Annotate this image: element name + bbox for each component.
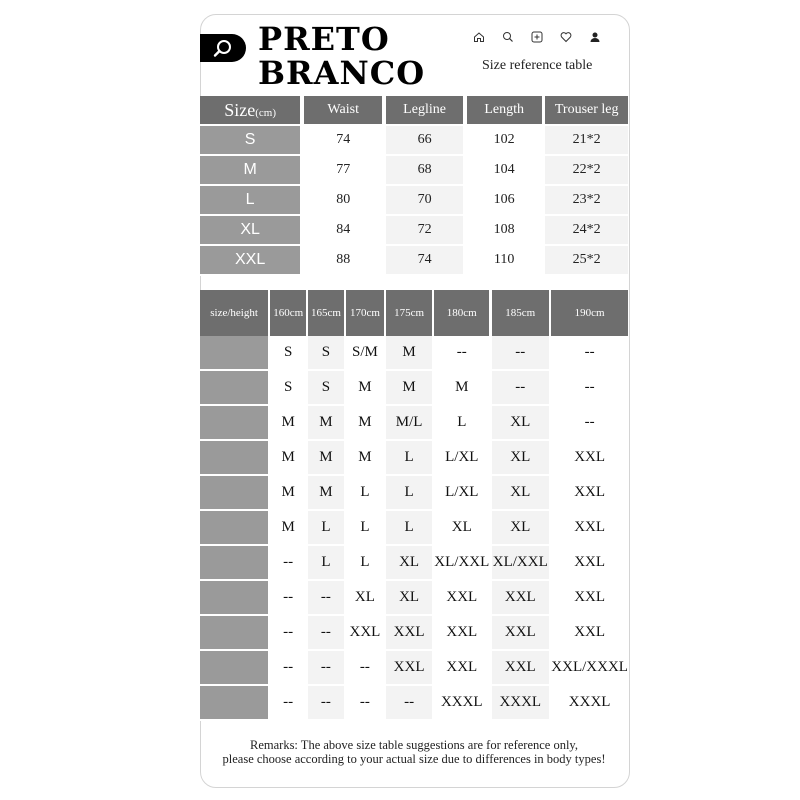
col-size-height-header: size/height — [200, 290, 268, 336]
size-cell: M — [270, 441, 305, 476]
size-cell: XXL — [551, 546, 628, 581]
size-cell: -- — [308, 686, 343, 721]
size-cell: XXL — [434, 651, 489, 686]
size-cell: M — [270, 511, 305, 546]
size-cell: XXL — [551, 476, 628, 511]
brand-line2: BRANCO — [258, 54, 426, 92]
row-label-cell — [200, 511, 268, 546]
size-cell: M — [308, 476, 343, 511]
size-cell: XXL — [346, 616, 384, 651]
col-legline-header: Legline — [386, 96, 463, 126]
size-cell: L — [200, 186, 300, 216]
size-header-label: Size — [224, 99, 256, 120]
table-row — [200, 441, 628, 476]
size-cell: -- — [434, 336, 489, 371]
size-cell: M — [308, 406, 343, 441]
size-cell: L — [308, 546, 343, 581]
size-cell: L — [386, 511, 432, 546]
size-cell: -- — [492, 336, 549, 371]
size-cell: -- — [551, 336, 628, 371]
size-cell: S — [200, 126, 300, 156]
size-cell: XL/XXL — [492, 546, 549, 581]
size-cell: XL/XXL — [434, 546, 489, 581]
search-button[interactable] — [200, 34, 246, 62]
row-label-cell — [200, 406, 268, 441]
size-cell: -- — [386, 686, 432, 721]
table-row — [200, 216, 628, 246]
size-cell: XL — [434, 511, 489, 546]
size-cell: -- — [270, 651, 305, 686]
add-icon[interactable] — [528, 28, 545, 45]
size-cell: L — [386, 441, 432, 476]
length-cell: 102 — [467, 126, 542, 156]
search-icon[interactable] — [499, 28, 516, 45]
col-length-header: Length — [467, 96, 542, 126]
trouser-leg-cell: 25*2 — [545, 246, 628, 276]
trouser-leg-cell: 21*2 — [545, 126, 628, 156]
size-cell: XL — [200, 216, 300, 246]
size-cell: -- — [270, 616, 305, 651]
size-cell: -- — [551, 406, 628, 441]
size-cell: XL — [386, 581, 432, 616]
size-cell: XXL/XXXL — [551, 651, 628, 686]
table-row — [200, 581, 628, 616]
size-cell: M — [270, 406, 305, 441]
col-height-header: 190cm — [551, 290, 628, 336]
size-cell: -- — [308, 651, 343, 686]
table-header-row — [200, 96, 628, 126]
user-icon[interactable] — [586, 28, 603, 45]
size-cell: M — [386, 336, 432, 371]
table-header-row — [200, 290, 628, 336]
remarks-line2: please choose according to your actual size due to differences in body types! — [222, 752, 606, 766]
table-row — [200, 476, 628, 511]
table-row — [200, 156, 628, 186]
size-cell: XXXL — [434, 686, 489, 721]
size-cell: XXXL — [492, 686, 549, 721]
table-row — [200, 246, 628, 276]
size-cell: L — [434, 406, 489, 441]
waist-cell: 80 — [304, 186, 382, 216]
home-icon[interactable] — [470, 28, 487, 45]
search-icon — [212, 38, 234, 58]
size-cell: XL — [346, 581, 384, 616]
brand-logo — [258, 22, 425, 90]
row-label-cell — [200, 441, 268, 476]
heart-icon[interactable] — [557, 28, 574, 45]
waist-cell: 88 — [304, 246, 382, 276]
col-size-header — [200, 96, 300, 126]
col-height-header: 175cm — [386, 290, 432, 336]
legline-cell: 68 — [386, 156, 463, 186]
size-cell: XXL — [551, 441, 628, 476]
size-cell: -- — [551, 371, 628, 406]
size-cell: XXL — [551, 616, 628, 651]
size-cell: XL — [492, 476, 549, 511]
remarks-line1: Remarks: The above size table suggestions are for reference only, — [250, 738, 578, 752]
size-cell: XXXL — [551, 686, 628, 721]
row-label-cell — [200, 686, 268, 721]
row-label-cell — [200, 581, 268, 616]
row-label-cell — [200, 651, 268, 686]
waist-cell: 74 — [304, 126, 382, 156]
size-cell: S/M — [346, 336, 384, 371]
waist-cell: 84 — [304, 216, 382, 246]
header — [200, 14, 628, 94]
col-height-header: 185cm — [492, 290, 549, 336]
table-row — [200, 371, 628, 406]
size-cell: L/XL — [434, 476, 489, 511]
size-cell: M — [346, 406, 384, 441]
trouser-leg-cell: 22*2 — [545, 156, 628, 186]
col-waist-header: Waist — [304, 96, 382, 126]
size-cell: XXL — [492, 651, 549, 686]
size-cell: M — [270, 476, 305, 511]
col-height-header: 160cm — [270, 290, 305, 336]
size-cell: XL — [492, 511, 549, 546]
size-cell: XXL — [200, 246, 300, 276]
size-cell: L — [346, 511, 384, 546]
table-row — [200, 616, 628, 651]
legline-cell: 70 — [386, 186, 463, 216]
size-cell: XL — [386, 546, 432, 581]
size-cell: M — [346, 441, 384, 476]
size-cell: L — [346, 476, 384, 511]
size-cell: XXL — [434, 581, 489, 616]
size-cell: L — [346, 546, 384, 581]
table-row — [200, 651, 628, 686]
size-cell: M — [386, 371, 432, 406]
size-cell: -- — [346, 686, 384, 721]
table-row — [200, 511, 628, 546]
size-cell: XL — [492, 441, 549, 476]
size-cell: -- — [346, 651, 384, 686]
size-unit-label: (cm) — [255, 106, 276, 119]
table-row — [200, 406, 628, 441]
length-cell: 106 — [467, 186, 542, 216]
size-cell: -- — [492, 371, 549, 406]
size-cell: XXL — [386, 616, 432, 651]
waist-cell: 77 — [304, 156, 382, 186]
size-cell: M — [308, 441, 343, 476]
size-cell: S — [270, 371, 305, 406]
length-cell: 110 — [467, 246, 542, 276]
row-label-cell — [200, 546, 268, 581]
col-height-header: 170cm — [346, 290, 384, 336]
size-cell: M — [434, 371, 489, 406]
col-height-header: 180cm — [434, 290, 489, 336]
length-cell: 108 — [467, 216, 542, 246]
size-cell: S — [308, 371, 343, 406]
table-row — [200, 336, 628, 371]
size-cell: -- — [308, 616, 343, 651]
row-label-cell — [200, 336, 268, 371]
trouser-leg-cell: 23*2 — [545, 186, 628, 216]
table-row — [200, 686, 628, 721]
legline-cell: 72 — [386, 216, 463, 246]
size-cell: S — [270, 336, 305, 371]
table-row — [200, 126, 628, 156]
size-cell: XXL — [386, 651, 432, 686]
size-cell: -- — [270, 581, 305, 616]
row-label-cell — [200, 476, 268, 511]
brand-line1: PRETO — [258, 20, 390, 58]
remarks — [200, 738, 628, 766]
legline-cell: 74 — [386, 246, 463, 276]
size-cell: L — [308, 511, 343, 546]
size-cell: L — [386, 476, 432, 511]
measurement-table — [200, 96, 628, 276]
table-row — [200, 546, 628, 581]
col-height-header: 165cm — [308, 290, 343, 336]
row-label-cell — [200, 371, 268, 406]
size-cell: M — [346, 371, 384, 406]
trouser-leg-cell: 24*2 — [545, 216, 628, 246]
size-cell: -- — [270, 686, 305, 721]
row-label-cell — [200, 616, 268, 651]
size-cell: M/L — [386, 406, 432, 441]
nav-icons — [470, 28, 603, 45]
size-cell: XXL — [551, 581, 628, 616]
height-size-table — [200, 290, 628, 721]
table-row — [200, 186, 628, 216]
col-trouser-leg-header: Trouser leg — [545, 96, 628, 126]
size-cell: L/XL — [434, 441, 489, 476]
size-cell: XXL — [434, 616, 489, 651]
size-cell: XXL — [492, 581, 549, 616]
length-cell: 104 — [467, 156, 542, 186]
size-cell: -- — [308, 581, 343, 616]
size-cell: M — [200, 156, 300, 186]
legline-cell: 66 — [386, 126, 463, 156]
size-cell: XL — [492, 406, 549, 441]
page-subtitle: Size reference table — [482, 58, 593, 73]
size-cell: XXL — [551, 511, 628, 546]
size-cell: XXL — [492, 616, 549, 651]
size-cell: S — [308, 336, 343, 371]
size-cell: -- — [270, 546, 305, 581]
